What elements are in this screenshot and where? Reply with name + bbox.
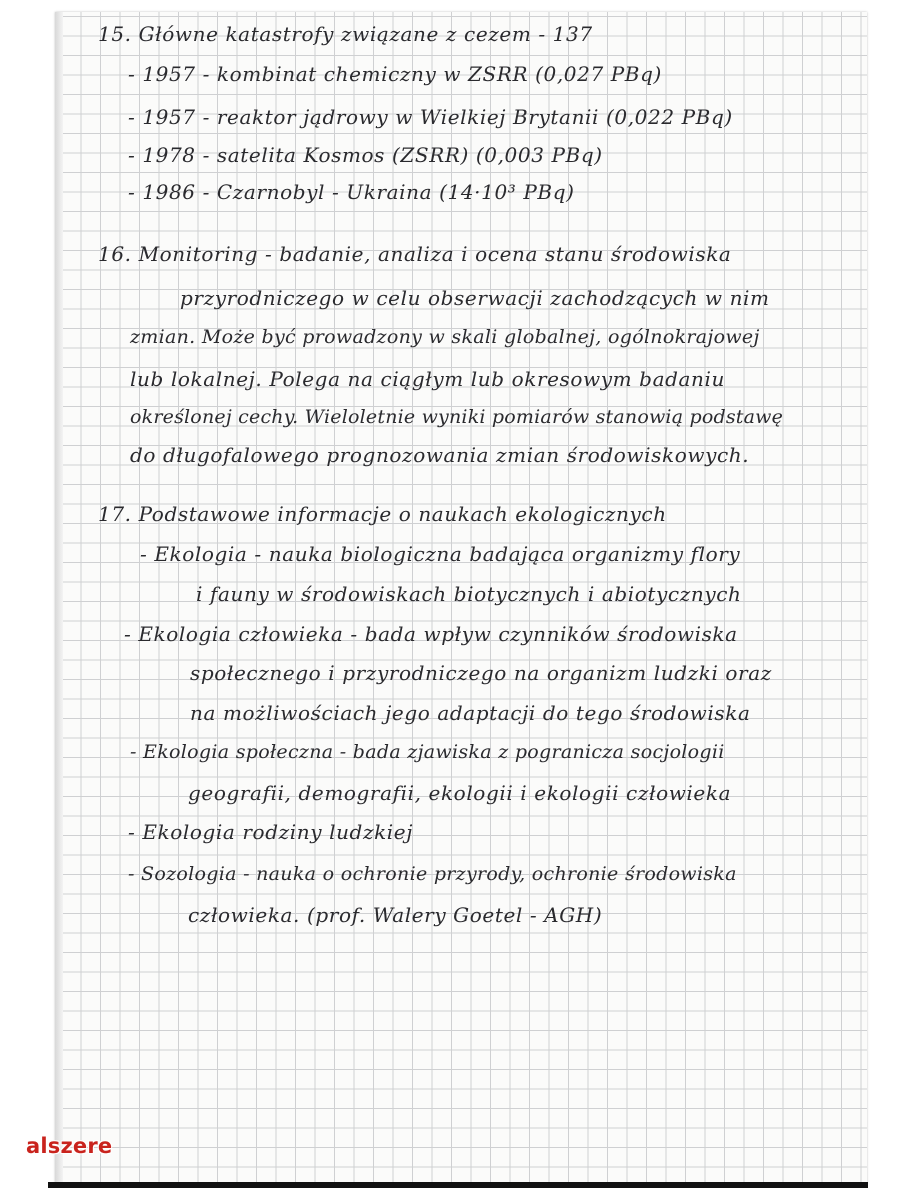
section-16-text-line: zmian. Może być prowadzony w skali globalnej, ogólnokrajowej xyxy=(130,326,760,348)
notebook-binding xyxy=(55,12,63,1185)
section-17-item: - Ekologia - nauka biologiczna badająca organizmy flory xyxy=(140,542,741,566)
section-15-item: - 1957 - reaktor jądrowy w Wielkiej Brytanii (0,022 PBq) xyxy=(128,105,733,129)
section-16-heading: 16. Monitoring - badanie, analiza i ocena stanu środowiska xyxy=(98,242,732,266)
section-16-text-line: lub lokalnej. Polega na ciągłym lub okresowym badaniu xyxy=(130,367,725,391)
section-17-item: - Ekologia człowieka - bada wpływ czynników środowiska xyxy=(124,622,738,646)
section-15-heading: 15. Główne katastrofy związane z cezem - 137 xyxy=(98,22,593,46)
section-17-heading: 17. Podstawowe informacje o naukach ekologicznych xyxy=(98,502,667,526)
section-17-item: - Ekologia społeczna - bada zjawiska z pogranicza socjologii xyxy=(130,741,725,763)
section-17-item-cont: społecznego i przyrodniczego na organizm ludzki oraz xyxy=(190,661,772,685)
section-17-item: - Sozologia - nauka o ochronie przyrody, ochronie środowiska xyxy=(128,863,737,885)
section-15-item: - 1978 - satelita Kosmos (ZSRR) (0,003 PBq) xyxy=(128,143,603,167)
section-17-item-cont: na możliwościach jego adaptacji do tego środowiska xyxy=(190,701,751,725)
watermark-logo: alszere xyxy=(26,1134,113,1158)
section-17-item-cont: człowieka. (prof. Walery Goetel - AGH) xyxy=(188,903,603,927)
section-17-item: - Ekologia rodziny ludzkiej xyxy=(128,820,414,844)
section-16-text-line: do długofalowego prognozowania zmian środowiskowych. xyxy=(130,443,750,467)
section-15-item: - 1986 - Czarnobyl - Ukraina (14·10³ PBq) xyxy=(128,180,575,204)
section-17-item-cont: geografii, demografii, ekologii i ekologii człowieka xyxy=(188,781,732,805)
section-17-item-cont: i fauny w środowiskach biotycznych i abiotycznych xyxy=(196,582,742,606)
section-16-text-line: określonej cechy. Wieloletnie wyniki pomiarów stanowią podstawę xyxy=(130,406,784,428)
section-15-item: - 1957 - kombinat chemiczny w ZSRR (0,027 PBq) xyxy=(128,62,662,86)
section-16-text-line: przyrodniczego w celu obserwacji zachodzących w nim xyxy=(180,286,770,310)
page-bottom-edge xyxy=(48,1182,868,1188)
